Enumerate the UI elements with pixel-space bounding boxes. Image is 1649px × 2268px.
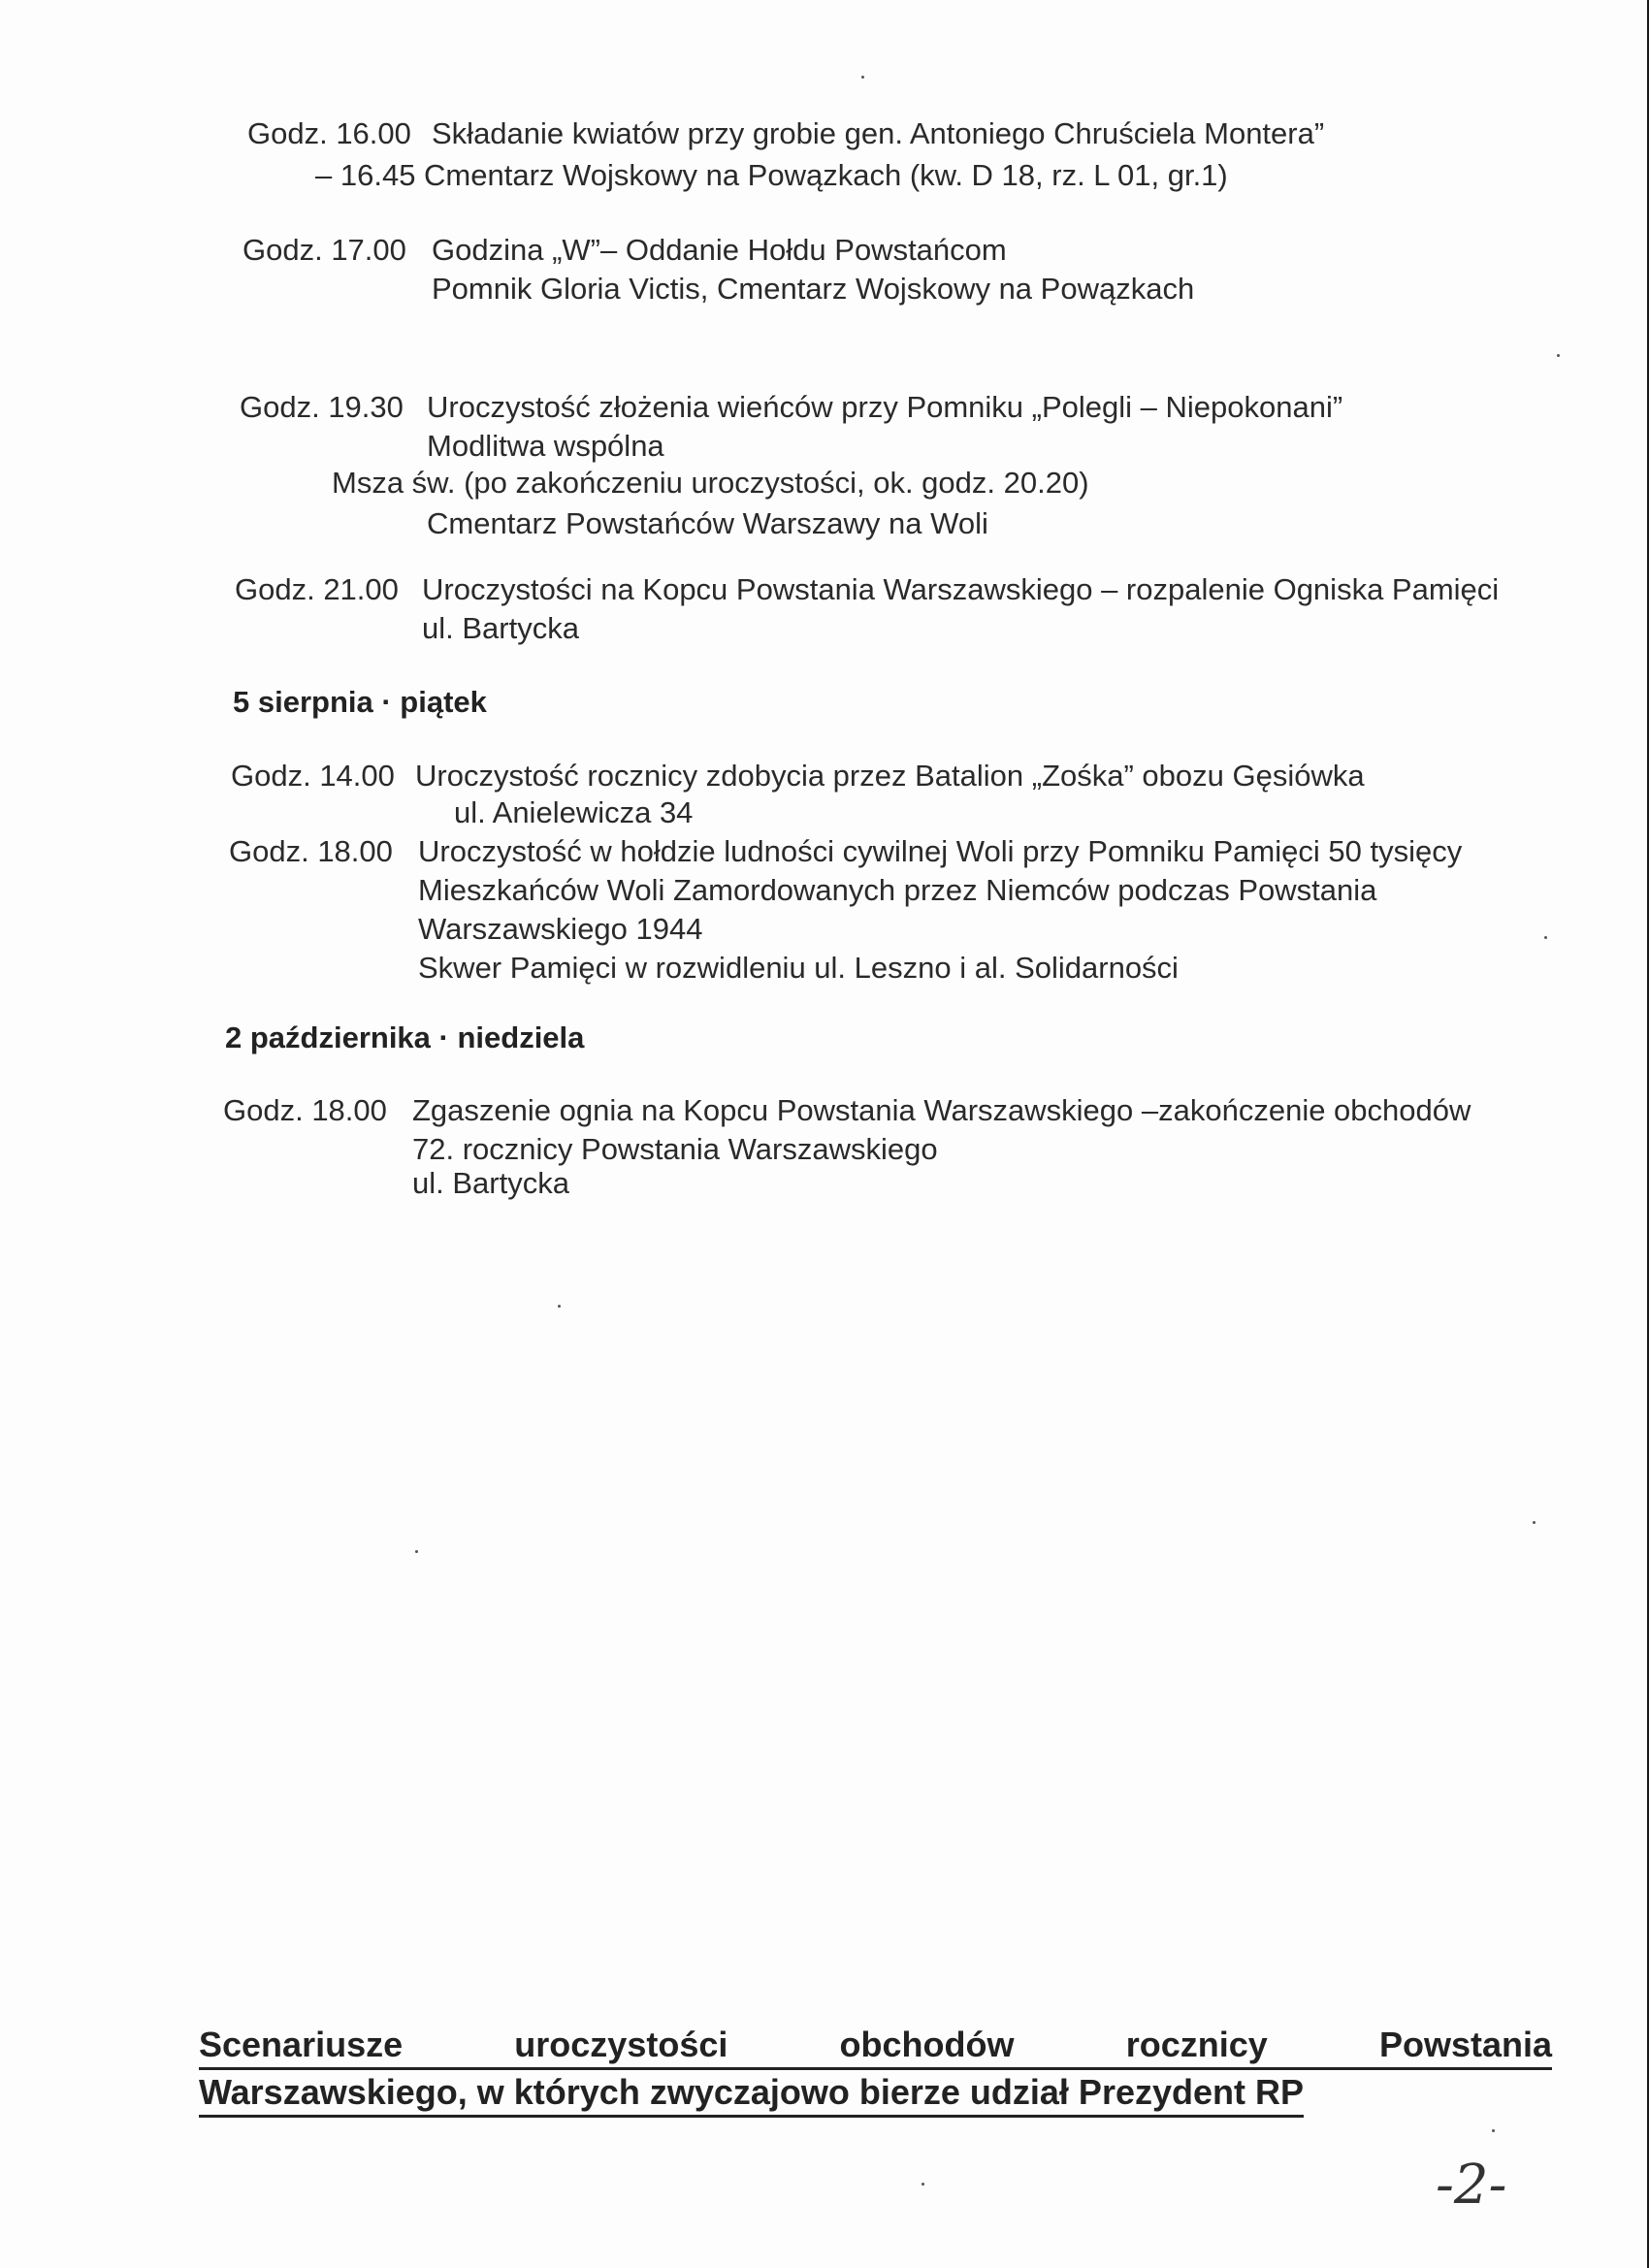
entry-lines	[454, 794, 693, 832]
entry-line: Skwer Pamięci w rozwidleniu ul. Leszno i al. Solidarności	[418, 951, 1179, 985]
entry-lines	[412, 1164, 569, 1203]
entry-lines	[427, 388, 1342, 466]
scan-speck	[922, 2183, 924, 2186]
entry-lines	[332, 464, 1089, 502]
entry-line: ul. Anielewicza 34	[454, 795, 694, 829]
day-heading: 5 sierpnia · piątek	[233, 685, 487, 719]
entry-line: ul. Bartycka	[422, 611, 579, 645]
entry-lines	[418, 832, 1462, 988]
scan-speck	[1533, 1521, 1536, 1524]
footer-title	[199, 2023, 1552, 2118]
entry-line: Modlitwa wspólna	[427, 429, 664, 463]
entry-line: – 16.45 Cmentarz Wojskowy na Powązkach (kw. D 18, rz. L 01, gr.1)	[315, 158, 1228, 192]
entry-lines	[427, 504, 988, 543]
day-heading: 2 października · niedziela	[225, 1021, 585, 1054]
entry-time: Godz. 14.00	[231, 759, 395, 793]
entry-line: Cmentarz Powstańców Warszawy na Woli	[427, 506, 988, 540]
entry-line: Mieszkańców Woli Zamordowanych przez Niemców podczas Powstania	[418, 873, 1377, 907]
scan-speck	[1557, 354, 1560, 357]
entry-time: Godz. 16.00	[247, 116, 411, 150]
entry-line: ul. Bartycka	[412, 1166, 569, 1200]
scan-speck	[861, 76, 864, 79]
footer-title-line: Warszawskiego, w których zwyczajowo bierze udział Prezydent RP	[199, 2070, 1304, 2118]
scan-speck	[1544, 936, 1547, 939]
entry-lines	[412, 1091, 1471, 1169]
entry-line: Składanie kwiatów przy grobie gen. Antoniego Chruściela Montera”	[432, 116, 1325, 150]
entry-lines	[415, 757, 1365, 795]
scan-speck	[558, 1305, 561, 1308]
scan-speck	[415, 1550, 418, 1553]
entry-time: Godz. 18.00	[229, 834, 393, 868]
entry-line: Warszawskiego 1944	[418, 912, 703, 946]
entry-line: Zgaszenie ognia na Kopcu Powstania Warszawskiego –zakończenie obchodów	[412, 1093, 1471, 1127]
entry-time: Godz. 19.30	[240, 390, 404, 424]
entry-line: Godzina „W”– Oddanie Hołdu Powstańcom	[432, 233, 1007, 267]
entry-time: Godz. 17.00	[242, 233, 406, 267]
footer-title-line: Scenariusze uroczystości obchodów rocznicy Powstania	[199, 2023, 1552, 2070]
entry-line: 72. rocznicy Powstania Warszawskiego	[412, 1132, 938, 1166]
entry-lines	[432, 114, 1324, 153]
entry-line: Pomnik Gloria Victis, Cmentarz Wojskowy na Powązkach	[432, 272, 1195, 306]
entry-lines	[432, 231, 1194, 308]
entry-line: Uroczystość złożenia wieńców przy Pomniku „Polegli – Niepokonani”	[427, 390, 1343, 424]
page-number: -2-	[1436, 2154, 1507, 2217]
entry-line: Uroczystości na Kopcu Powstania Warszawskiego – rozpalenie Ogniska Pamięci	[422, 572, 1500, 606]
entry-line: Msza św. (po zakończeniu uroczystości, ok. godz. 20.20)	[332, 466, 1089, 500]
entry-line: Uroczystość rocznicy zdobycia przez Batalion „Zośka” obozu Gęsiówka	[415, 759, 1365, 793]
scan-speck	[1492, 2129, 1495, 2132]
entry-time: Godz. 21.00	[235, 572, 399, 606]
entry-lines	[315, 156, 1228, 195]
entry-time: Godz. 18.00	[223, 1093, 387, 1127]
entry-lines	[422, 570, 1499, 648]
entry-line: Uroczystość w hołdzie ludności cywilnej Woli przy Pomniku Pamięci 50 tysięcy	[418, 834, 1463, 868]
